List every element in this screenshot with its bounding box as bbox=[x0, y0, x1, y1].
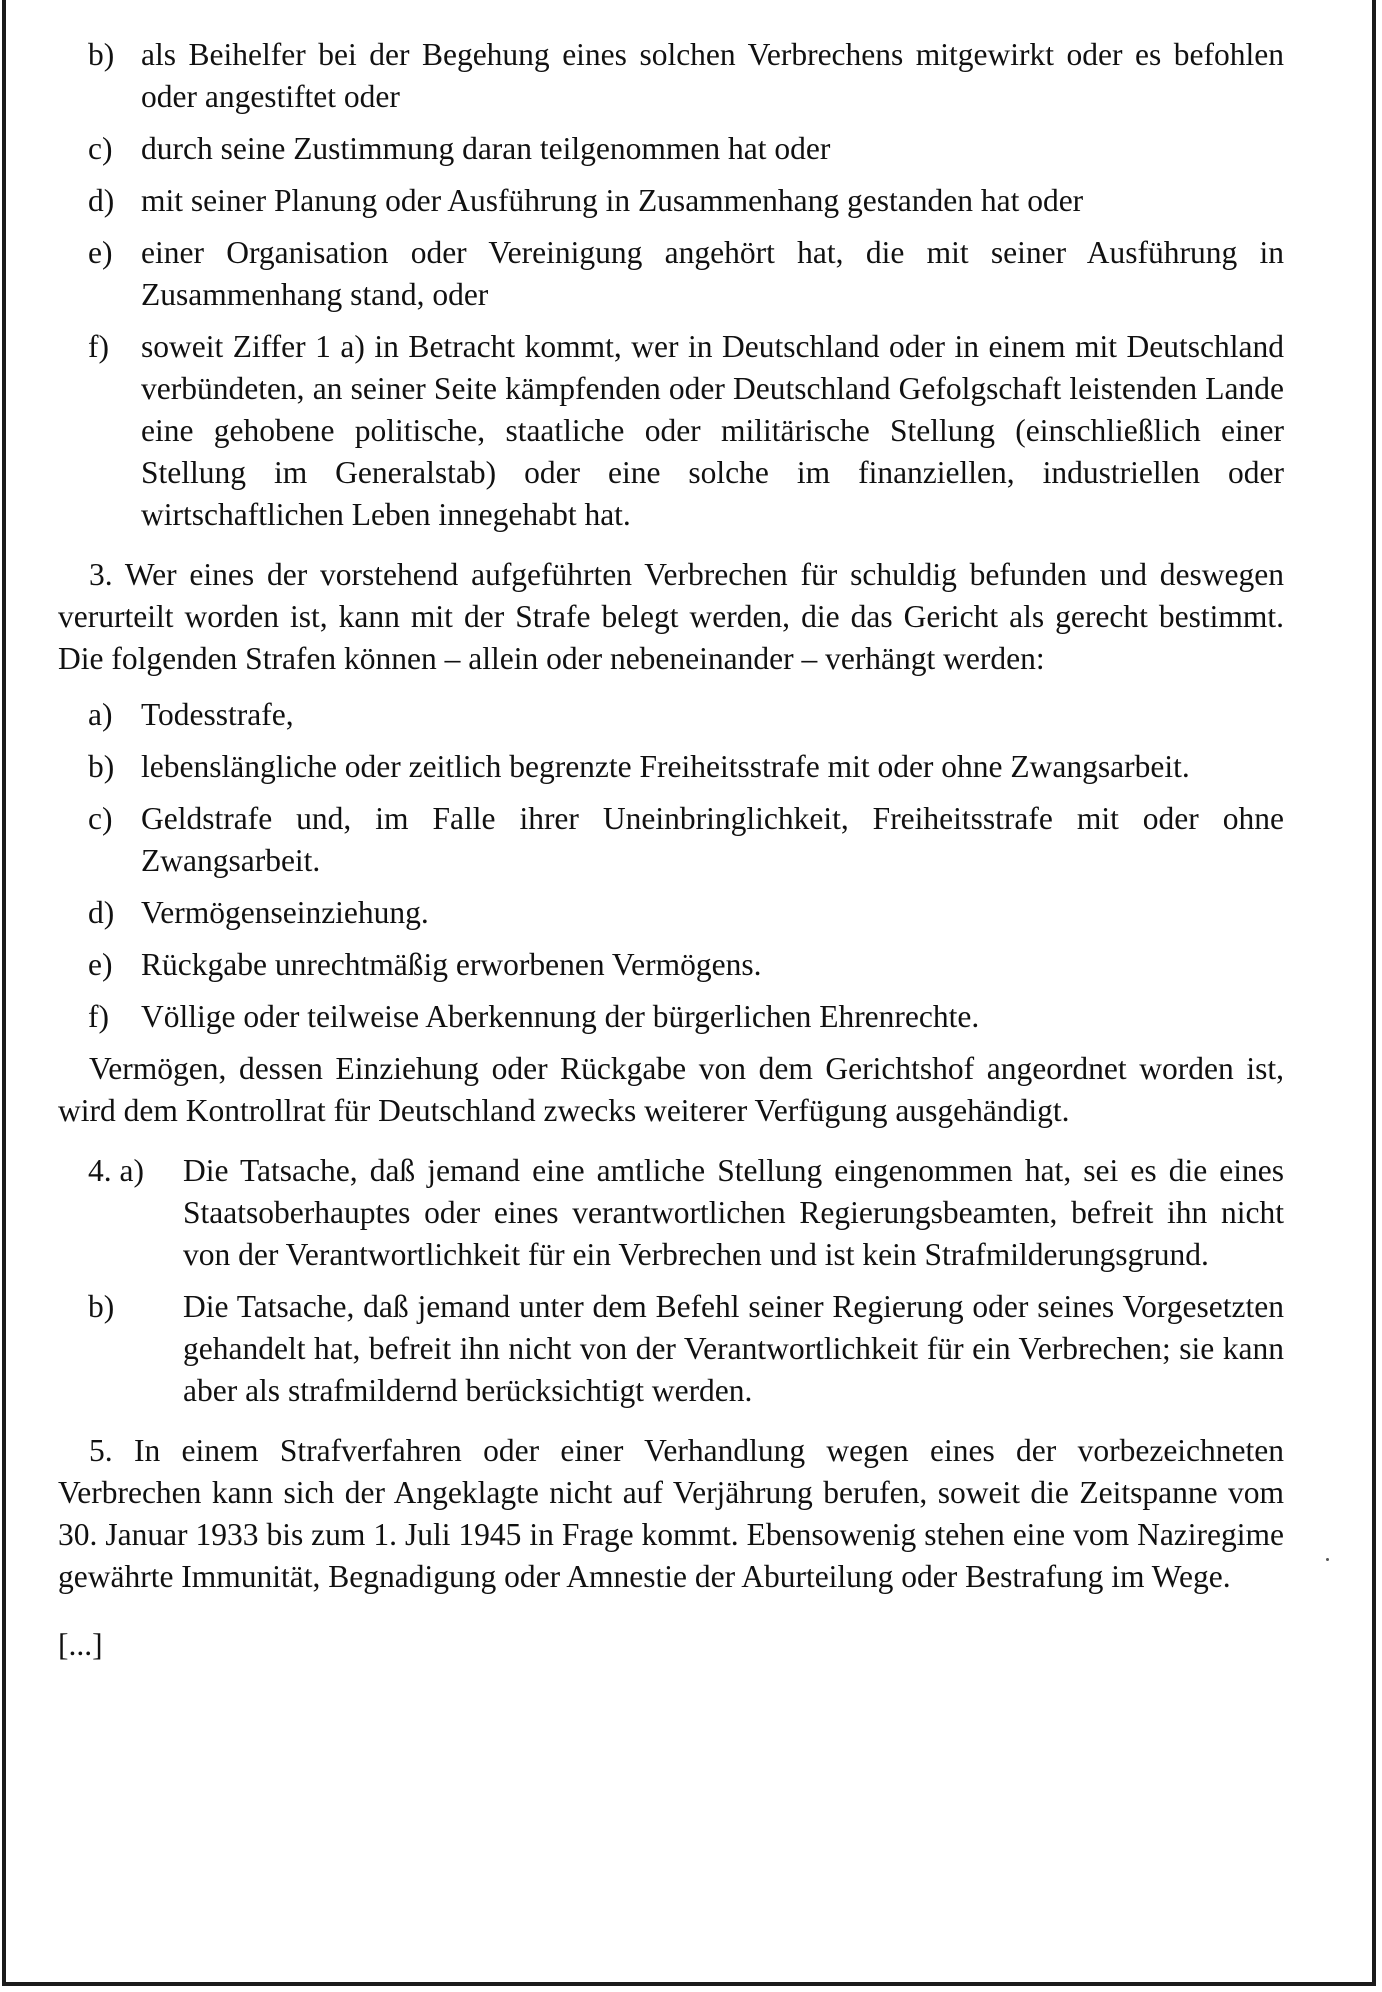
item-label: e) bbox=[88, 947, 113, 982]
item-label: d) bbox=[88, 895, 115, 930]
list-item bbox=[58, 694, 1284, 736]
item-text: Rückgabe unrechtmäßig erworbenen Vermögens. bbox=[141, 947, 762, 982]
list-item bbox=[58, 232, 1284, 316]
item-label: b) bbox=[88, 1289, 115, 1324]
item-text: Die Tatsache, daß jemand unter dem Befehl seiner Regierung oder seines Vorgesetzten gehandelt hat, befreit ihn nicht von der Verantwortlichkeit für ein Verbrechen; sie kann aber als strafmildernd berücksichtigt werden. bbox=[183, 1289, 1284, 1408]
item-text: Völlige oder teilweise Aberkennung der bürgerlichen Ehrenrechte. bbox=[141, 999, 980, 1034]
item-label: f) bbox=[88, 329, 109, 364]
item-text: lebenslängliche oder zeitlich begrenzte Freiheitsstrafe mit oder ohne Zwangsarbeit. bbox=[141, 749, 1190, 784]
scan-speck bbox=[1326, 1558, 1329, 1561]
list-item bbox=[58, 798, 1284, 882]
list-item bbox=[58, 1286, 1284, 1412]
item-text: einer Organisation oder Vereinigung angehört hat, die mit seiner Ausführung in Zusammenhang stand, oder bbox=[141, 235, 1284, 312]
item-label: b) bbox=[88, 37, 115, 72]
item-label: f) bbox=[88, 999, 109, 1034]
item-text: soweit Ziffer 1 a) in Betracht kommt, wer in Deutschland oder in einem mit Deutschland verbündeten, an seiner Seite kämpfenden oder Deutschland Gefolgschaft leistenden Lande eine gehobene politische, staatliche oder militärische Stellung (einschließlich einer Stellung im Generalstab) oder eine solche im finanziellen, industriellen oder wirtschaftlichen Leben innegehabt hat. bbox=[141, 329, 1284, 532]
item-text: durch seine Zustimmung daran teilgenommen hat oder bbox=[141, 131, 831, 166]
item-label: d) bbox=[88, 183, 115, 218]
item-label: 4. a) bbox=[88, 1153, 144, 1188]
list-item bbox=[58, 746, 1284, 788]
item-label: e) bbox=[88, 235, 113, 270]
omission-marker: [...] bbox=[58, 1627, 103, 1662]
list-item bbox=[58, 892, 1284, 934]
item-text: Die Tatsache, daß jemand eine amtliche Stellung eingenommen hat, sei es die eines Staatsoberhauptes oder eines verantwortlichen Regierungsbeamten, befreit ihn nicht von der Verantwortlichkeit für ein Verbrechen und ist kein Strafmilderungsgrund. bbox=[183, 1153, 1284, 1272]
item-label: c) bbox=[88, 801, 113, 836]
item-label: c) bbox=[88, 131, 113, 166]
list-item bbox=[58, 326, 1284, 536]
list-item bbox=[58, 996, 1284, 1038]
list-item bbox=[58, 1150, 1284, 1276]
document-body bbox=[58, 34, 1284, 1666]
item-text: Todesstrafe, bbox=[141, 697, 294, 732]
item-label: a) bbox=[88, 697, 113, 732]
section-3-intro: 3. Wer eines der vorstehend aufgeführten Verbrechen für schuldig befunden und deswegen verurteilt worden ist, kann mit der Strafe belegt werden, die das Gericht als gerecht bestimmt. Die folgenden Strafen können – allein oder nebeneinander – verhängt werden: bbox=[58, 557, 1284, 676]
item-text: als Beihelfer bei der Begehung eines solchen Verbrechens mitgewirkt oder es befohlen oder angestiftet oder bbox=[141, 37, 1284, 114]
list-item bbox=[58, 34, 1284, 118]
list-item bbox=[58, 944, 1284, 986]
item-text: mit seiner Planung oder Ausführung in Zusammenhang gestanden hat oder bbox=[141, 183, 1084, 218]
list-item bbox=[58, 128, 1284, 170]
list-item bbox=[58, 180, 1284, 222]
item-text: Vermögenseinziehung. bbox=[141, 895, 429, 930]
item-text: Geldstrafe und, im Falle ihrer Uneinbringlichkeit, Freiheitsstrafe mit oder ohne Zwangsarbeit. bbox=[141, 801, 1284, 878]
item-label: b) bbox=[88, 749, 115, 784]
section-3-closing: Vermögen, dessen Einziehung oder Rückgabe von dem Gerichtshof angeordnet worden ist, wird dem Kontrollrat für Deutschland zwecks weiterer Verfügung ausgehändigt. bbox=[58, 1051, 1284, 1128]
section-5-text: 5. In einem Strafverfahren oder einer Verhandlung wegen eines der vorbezeichneten Verbrechen kann sich der Angeklagte nicht auf Verjährung berufen, soweit die Zeitspanne vom 30. Januar 1933 bis zum 1. Juli 1945 in Frage kommt. Ebensowenig stehen eine vom Naziregime gewährte Immunität, Begnadigung oder Amnestie der Aburteilung oder Bestrafung im Wege. bbox=[58, 1433, 1284, 1594]
